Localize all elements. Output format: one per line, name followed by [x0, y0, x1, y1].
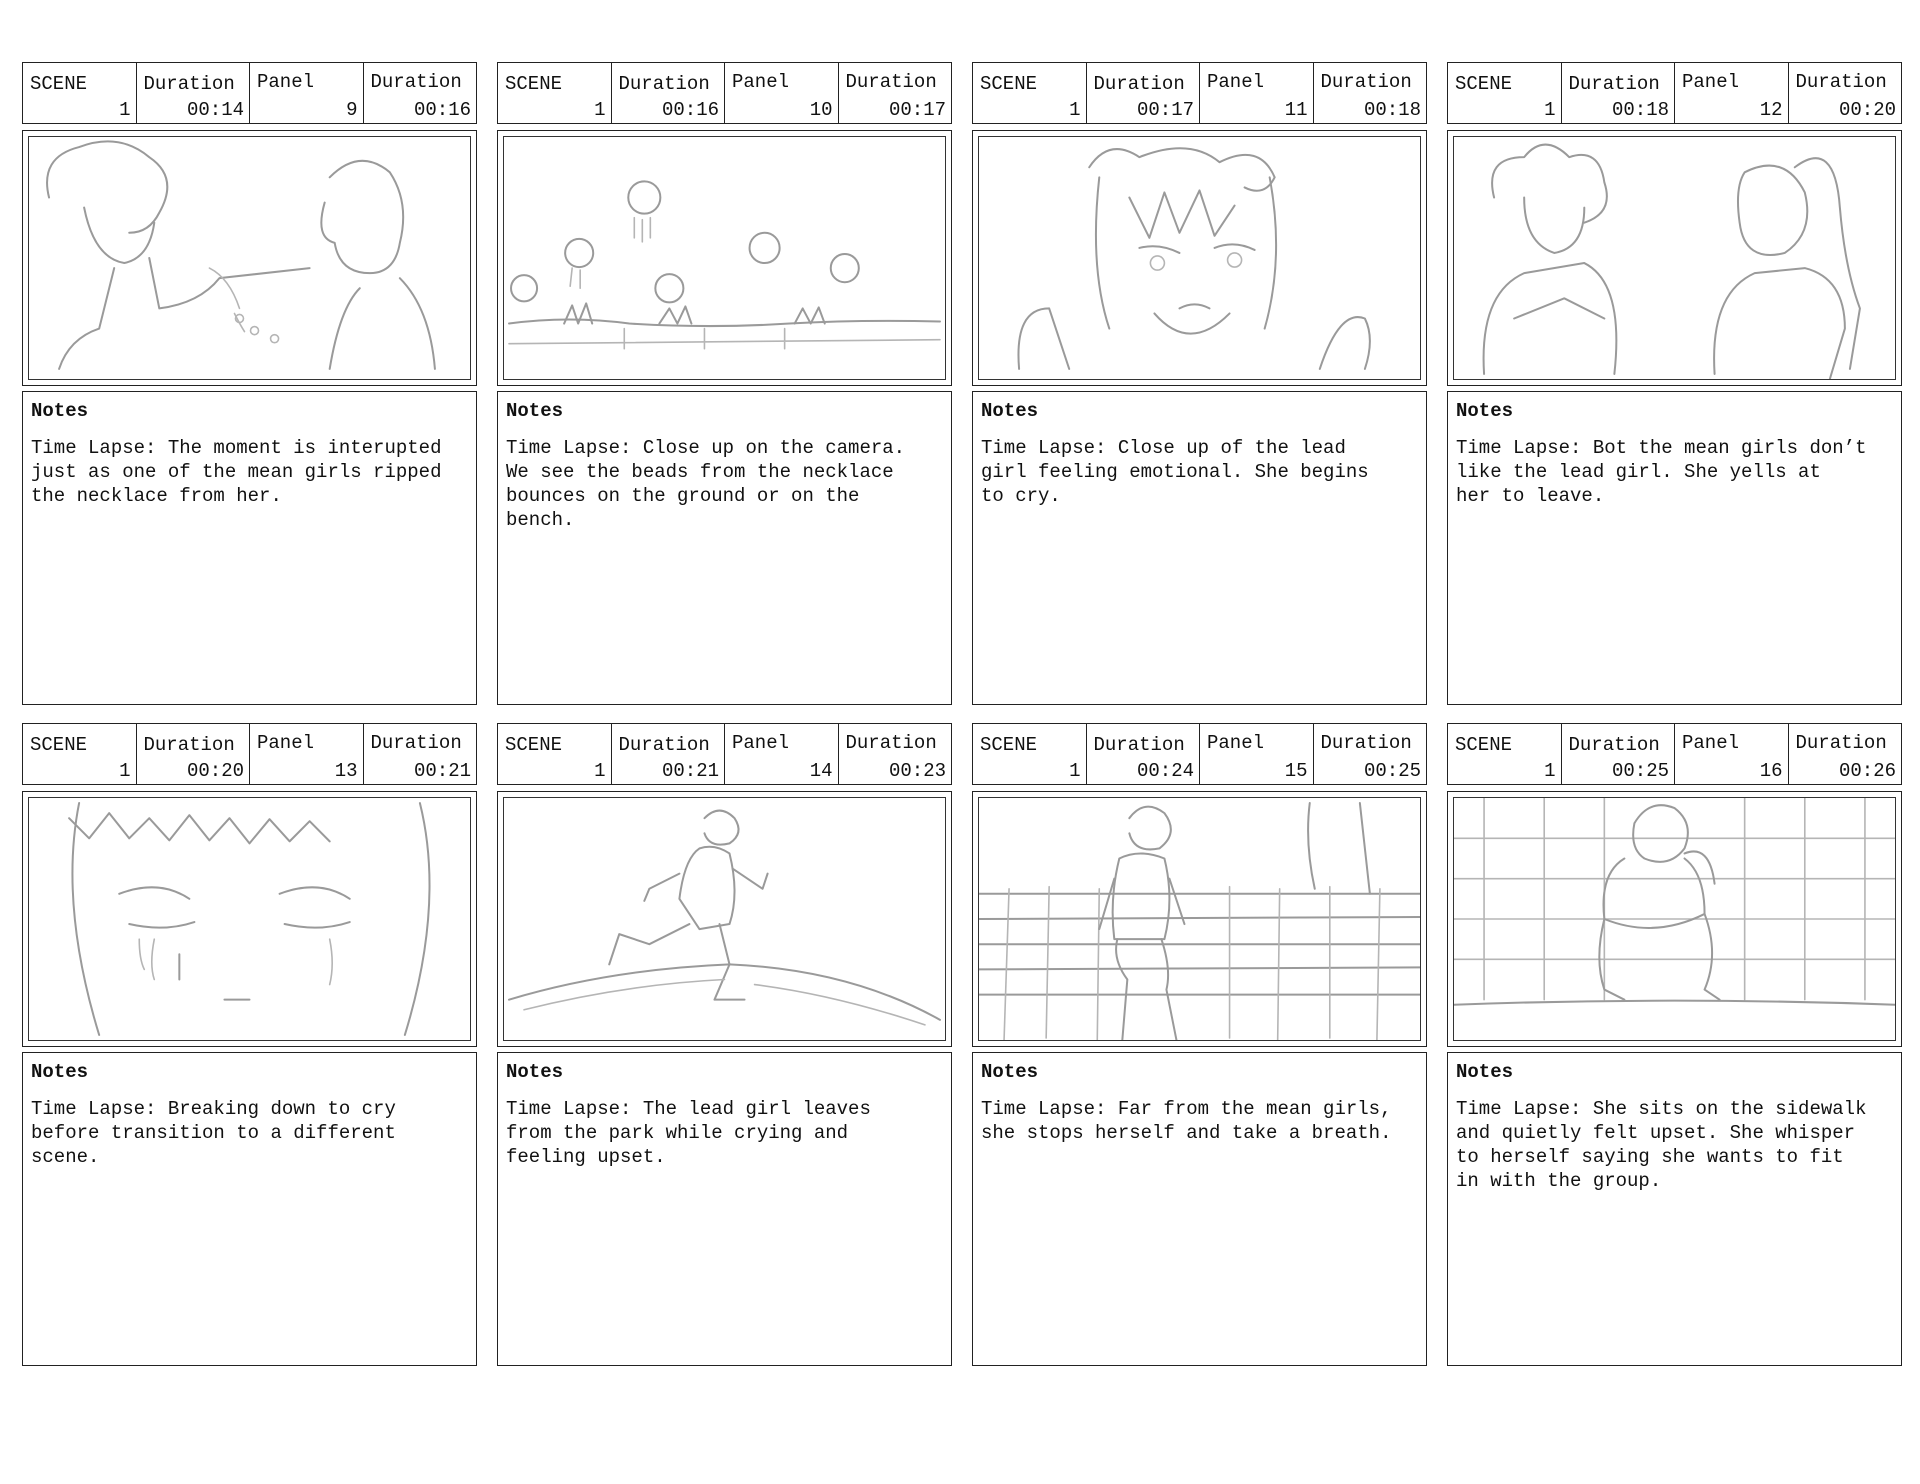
panel-artwork-frame — [1447, 130, 1902, 386]
panel-header — [22, 723, 477, 785]
panel-header — [497, 62, 952, 124]
notes-text: Time Lapse: Bot the mean girls don’t like the lead girl. She yells at her to leave. — [1456, 437, 1867, 507]
scene-label: SCENE — [505, 73, 563, 95]
notes-heading: Notes — [1456, 1061, 1514, 1083]
panel-label: Panel — [1682, 732, 1740, 754]
panel-header — [1447, 62, 1902, 124]
mean-girls-sketch — [1453, 136, 1896, 380]
start-duration-value: 00:24 — [1136, 760, 1194, 782]
scene-label: SCENE — [505, 734, 563, 756]
notes-text: Time Lapse: Close up on the camera. We see the beads from the necklace bounces on the ground or on the bench. — [506, 437, 906, 531]
panel-cell — [1674, 63, 1788, 123]
notes-heading: Notes — [31, 400, 89, 422]
end-duration-cell — [838, 724, 952, 784]
panel-cell — [249, 63, 363, 123]
scene-label: SCENE — [30, 73, 88, 95]
crying-eyes-sketch — [28, 797, 471, 1041]
end-duration-value: 00:16 — [413, 99, 471, 121]
notes-box — [1447, 1052, 1902, 1366]
panel-number: 14 — [809, 760, 833, 782]
duration-label: Duration — [1795, 732, 1887, 754]
panel-artwork-frame — [22, 130, 477, 386]
sitting-fence-sketch — [978, 797, 1421, 1041]
scene-number: 1 — [119, 760, 131, 782]
storyboard-row — [22, 62, 1902, 705]
duration-label: Duration — [1568, 734, 1660, 756]
start-duration-value: 00:25 — [1611, 760, 1669, 782]
end-duration-cell — [1313, 63, 1427, 123]
panel-cell — [1674, 724, 1788, 784]
scene-number: 1 — [1069, 760, 1081, 782]
panel-header — [22, 62, 477, 124]
storyboard-row — [22, 723, 1902, 1366]
end-duration-value: 00:17 — [888, 99, 946, 121]
notes-heading: Notes — [506, 400, 564, 422]
notes-box — [497, 1052, 952, 1366]
storyboard-panel — [972, 723, 1427, 1366]
panel-cell — [1199, 724, 1313, 784]
notes-box — [497, 391, 952, 705]
notes-text: Time Lapse: Far from the mean girls, she stops herself and take a breath. — [981, 1098, 1392, 1144]
panel-number: 11 — [1284, 99, 1308, 121]
notes-box — [1447, 391, 1902, 705]
notes-text: Time Lapse: The lead girl leaves from the park while crying and feeling upset. — [506, 1098, 871, 1168]
end-duration-cell — [1313, 724, 1427, 784]
panel-number: 15 — [1284, 760, 1308, 782]
notes-text: Time Lapse: The moment is interupted just as one of the mean girls ripped the necklace from her. — [31, 437, 442, 507]
panel-artwork-frame — [1447, 791, 1902, 1047]
duration-label: Duration — [618, 734, 710, 756]
start-duration-cell — [1086, 63, 1200, 123]
panel-label: Panel — [257, 732, 315, 754]
panel-header — [972, 723, 1427, 785]
notes-heading: Notes — [31, 1061, 89, 1083]
duration-label: Duration — [370, 732, 462, 754]
storyboard-panel — [1447, 723, 1902, 1366]
panel-artwork-frame — [972, 791, 1427, 1047]
scene-label: SCENE — [1455, 734, 1513, 756]
notes-box — [22, 1052, 477, 1366]
start-duration-cell — [136, 724, 250, 784]
panel-cell — [724, 724, 838, 784]
duration-label: Duration — [618, 73, 710, 95]
duration-label: Duration — [1320, 732, 1412, 754]
end-duration-value: 00:18 — [1363, 99, 1421, 121]
panel-number: 9 — [346, 99, 358, 121]
end-duration-cell — [1788, 63, 1902, 123]
duration-label: Duration — [1093, 734, 1185, 756]
bouncing-beads-sketch — [503, 136, 946, 380]
scene-cell — [973, 63, 1086, 123]
panel-number: 12 — [1759, 99, 1783, 121]
panel-header — [972, 62, 1427, 124]
notes-box — [972, 391, 1427, 705]
start-duration-cell — [136, 63, 250, 123]
panel-cell — [249, 724, 363, 784]
scene-number: 1 — [594, 99, 606, 121]
start-duration-value: 00:18 — [1611, 99, 1669, 121]
notes-box — [972, 1052, 1427, 1366]
panel-cell — [724, 63, 838, 123]
panel-label: Panel — [1682, 71, 1740, 93]
panel-label: Panel — [1207, 732, 1265, 754]
start-duration-cell — [611, 724, 725, 784]
start-duration-cell — [1086, 724, 1200, 784]
scene-cell — [1448, 724, 1561, 784]
notes-text: Time Lapse: She sits on the sidewalk and quietly felt upset. She whisper to herself saying she wants to fit in with the group. — [1456, 1098, 1867, 1192]
start-duration-value: 00:21 — [661, 760, 719, 782]
end-duration-cell — [363, 724, 477, 784]
emotional-closeup-sketch — [978, 136, 1421, 380]
panel-label: Panel — [732, 732, 790, 754]
end-duration-value: 00:25 — [1363, 760, 1421, 782]
scene-number: 1 — [1069, 99, 1081, 121]
scene-number: 1 — [1544, 760, 1556, 782]
end-duration-cell — [1788, 724, 1902, 784]
sidewalk-sitting-sketch — [1453, 797, 1896, 1041]
scene-cell — [23, 63, 136, 123]
storyboard-panel — [497, 723, 952, 1366]
end-duration-value: 00:26 — [1838, 760, 1896, 782]
notes-heading: Notes — [506, 1061, 564, 1083]
start-duration-cell — [1561, 63, 1675, 123]
scene-number: 1 — [1544, 99, 1556, 121]
panel-label: Panel — [732, 71, 790, 93]
scene-label: SCENE — [980, 73, 1038, 95]
end-duration-cell — [363, 63, 477, 123]
scene-label: SCENE — [30, 734, 88, 756]
panel-label: Panel — [257, 71, 315, 93]
panel-number: 10 — [809, 99, 833, 121]
panel-cell — [1199, 63, 1313, 123]
duration-label: Duration — [1093, 73, 1185, 95]
panel-header — [1447, 723, 1902, 785]
start-duration-cell — [611, 63, 725, 123]
duration-label: Duration — [1568, 73, 1660, 95]
duration-label: Duration — [1795, 71, 1887, 93]
scene-cell — [973, 724, 1086, 784]
panel-artwork-frame — [22, 791, 477, 1047]
panel-number: 16 — [1759, 760, 1783, 782]
storyboard-panel — [1447, 62, 1902, 705]
notes-heading: Notes — [1456, 400, 1514, 422]
start-duration-value: 00:14 — [186, 99, 244, 121]
storyboard-panel — [22, 62, 477, 705]
scene-cell — [498, 724, 611, 784]
scene-number: 1 — [594, 760, 606, 782]
notes-box — [22, 391, 477, 705]
scene-cell — [1448, 63, 1561, 123]
notes-text: Time Lapse: Close up of the lead girl feeling emotional. She begins to cry. — [981, 437, 1369, 507]
panel-artwork-frame — [972, 130, 1427, 386]
start-duration-value: 00:20 — [186, 760, 244, 782]
panel-artwork-frame — [497, 130, 952, 386]
scene-label: SCENE — [980, 734, 1038, 756]
start-duration-cell — [1561, 724, 1675, 784]
notes-heading: Notes — [981, 400, 1039, 422]
scene-label: SCENE — [1455, 73, 1513, 95]
storyboard-panel — [497, 62, 952, 705]
storyboard-panel — [972, 62, 1427, 705]
duration-label: Duration — [845, 732, 937, 754]
notes-heading: Notes — [981, 1061, 1039, 1083]
end-duration-value: 00:20 — [1838, 99, 1896, 121]
scene-number: 1 — [119, 99, 131, 121]
duration-label: Duration — [143, 73, 235, 95]
duration-label: Duration — [845, 71, 937, 93]
storyboard-panel — [22, 723, 477, 1366]
start-duration-value: 00:16 — [661, 99, 719, 121]
duration-label: Duration — [143, 734, 235, 756]
end-duration-cell — [838, 63, 952, 123]
end-duration-value: 00:21 — [413, 760, 471, 782]
start-duration-value: 00:17 — [1136, 99, 1194, 121]
duration-label: Duration — [370, 71, 462, 93]
panel-label: Panel — [1207, 71, 1265, 93]
necklace-grab-sketch — [28, 136, 471, 380]
end-duration-value: 00:23 — [888, 760, 946, 782]
scene-cell — [498, 63, 611, 123]
duration-label: Duration — [1320, 71, 1412, 93]
notes-text: Time Lapse: Breaking down to cry before transition to a different scene. — [31, 1098, 396, 1168]
storyboard — [22, 62, 1902, 1384]
scene-cell — [23, 724, 136, 784]
panel-header — [497, 723, 952, 785]
panel-number: 13 — [334, 760, 358, 782]
panel-artwork-frame — [497, 791, 952, 1047]
running-girl-sketch — [503, 797, 946, 1041]
